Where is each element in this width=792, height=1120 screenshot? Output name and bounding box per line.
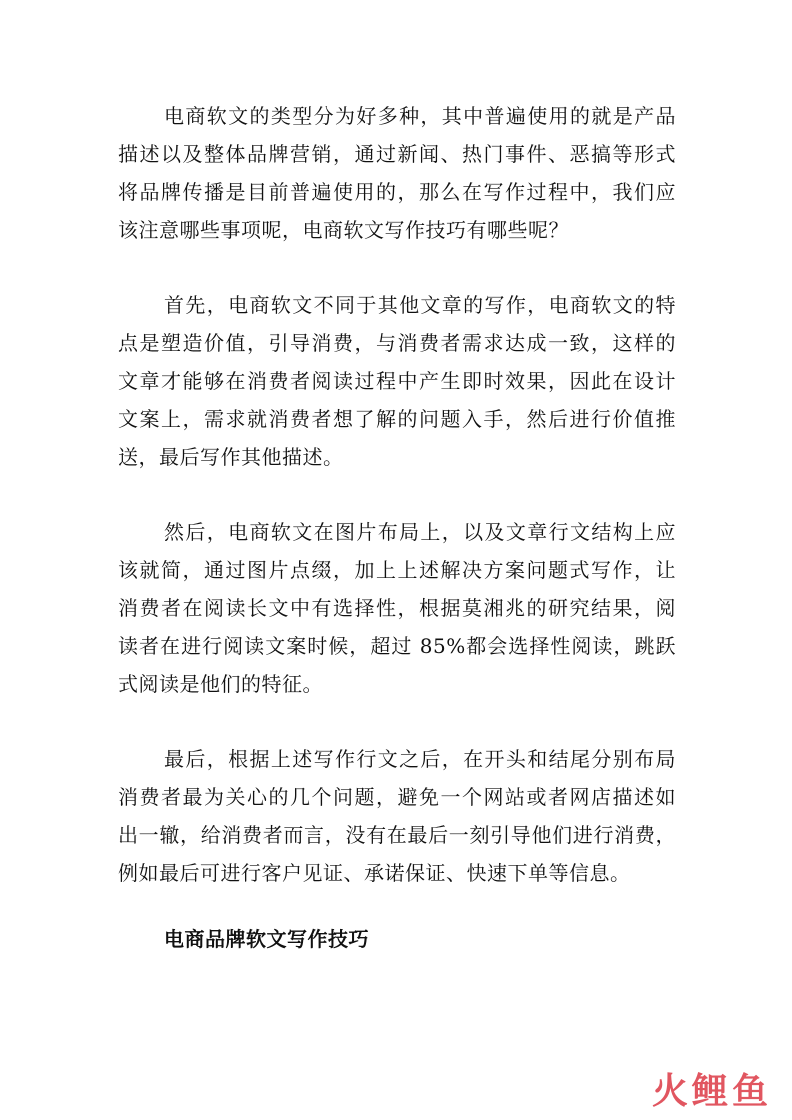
- paragraph-line: 首先，电商软文不同于其他文章的写作，电商软文的特: [164, 293, 676, 317]
- paragraph-line: 该注意哪些事项呢，电商软文写作技巧有哪些呢？: [118, 218, 569, 242]
- paragraph-line: 文案上，需求就消费者想了解的问题入手，然后进行价值推: [118, 407, 676, 431]
- paragraph-line: 消费者最为关心的几个问题，避免一个网站或者网店描述如: [118, 785, 676, 809]
- paragraph-line: 例如最后可进行客户见证、承诺保证、快速下单等信息。: [118, 861, 631, 885]
- paragraph-second-point: [118, 513, 676, 703]
- paragraph-intro: [118, 97, 676, 249]
- paragraph-line: 电商软文的类型分为好多种，其中普遍使用的就是产品: [164, 104, 676, 128]
- watermark-logo: [652, 1070, 768, 1114]
- paragraph-line: 将品牌传播是目前普遍使用的，那么在写作过程中，我们应: [118, 180, 676, 204]
- watermark-char: 火: [651, 1071, 688, 1112]
- paragraph-line: 读者在进行阅读文案时候，超过 85%都会选择性阅读，跳跃: [118, 634, 676, 658]
- paragraph-line: 出一辙，给消费者而言，没有在最后一刻引导他们进行消费，: [118, 823, 676, 847]
- watermark-char: 鱼: [731, 1071, 768, 1112]
- paragraph-line: 最后，根据上述写作行文之后，在开头和结尾分别布局: [164, 747, 676, 771]
- paragraph-line: 描述以及整体品牌营销，通过新闻、热门事件、恶搞等形式: [118, 142, 676, 166]
- section-heading: 电商品牌软文写作技巧: [164, 927, 369, 951]
- paragraph-line: 然后，电商软文在图片布局上，以及文章行文结构上应: [164, 520, 676, 544]
- paragraph-line: 送，最后写作其他描述。: [118, 445, 344, 469]
- paragraph-line: 式阅读是他们的特征。: [118, 672, 323, 696]
- paragraph-third-point: [118, 740, 676, 892]
- watermark-char: 鲤: [691, 1071, 728, 1112]
- paragraph-first-point: [118, 286, 676, 476]
- paragraph-line: 点是塑造价值，引导消费，与消费者需求达成一致，这样的: [118, 331, 676, 355]
- paragraph-line: 消费者在阅读长文中有选择性，根据莫湘兆的研究结果，阅: [118, 596, 676, 620]
- paragraph-line: 该就简，通过图片点缀，加上上述解决方案问题式写作，让: [118, 558, 676, 582]
- paragraph-line: 文章才能够在消费者阅读过程中产生即时效果，因此在设计: [118, 369, 676, 393]
